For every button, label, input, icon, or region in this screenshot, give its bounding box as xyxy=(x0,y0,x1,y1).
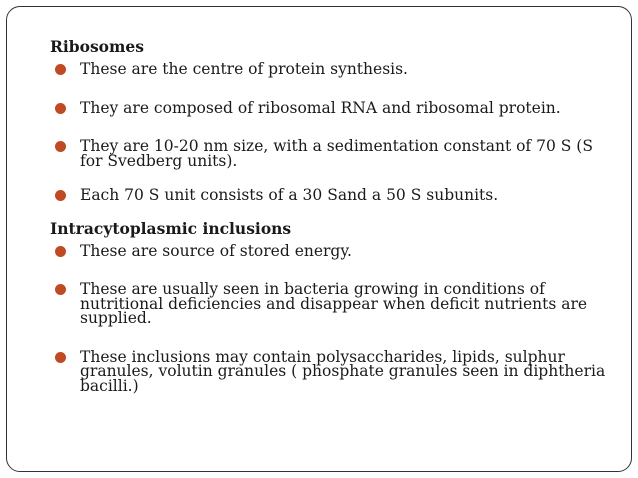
bullet-dot-icon xyxy=(55,103,66,114)
bullet-text: They are composed of ribosomal RNA and ribosomal protein. xyxy=(80,98,561,117)
list-item xyxy=(50,281,610,326)
bullet-dot-icon xyxy=(55,190,66,201)
bullet-dot-icon xyxy=(55,352,66,363)
list-item xyxy=(50,187,610,203)
section-heading-ribosomes: Ribosomes xyxy=(50,37,144,56)
bullet-dot-icon xyxy=(55,246,66,257)
list-item xyxy=(50,100,610,116)
bullet-text: Each 70 S unit consists of a 30 Sand a 50 S subunits. xyxy=(80,186,499,204)
bullet-text: These are source of stored energy. xyxy=(80,241,352,260)
bullet-text: These are the centre of protein synthesis. xyxy=(80,60,408,78)
bullet-text: These are usually seen in bacteria growing in conditions of nutritional deficiencies and disappear when deficit nutrients are supplied. xyxy=(80,280,588,327)
bullet-text: They are 10-20 nm size, with a sedimentation constant of 70 S (S for Svedberg units). xyxy=(80,137,593,170)
bullet-dot-icon xyxy=(55,64,66,75)
inclusions-bullet-list xyxy=(50,243,610,394)
section-heading-inclusions: Intracytoplasmic inclusions xyxy=(50,218,292,238)
bullet-text: These inclusions may contain polysaccharides, lipids, sulphur granules, volutin granules ( phosphate granules seen in diphtheria bacilli.) xyxy=(80,347,606,395)
ribosomes-bullet-list xyxy=(50,61,610,203)
bullet-dot-icon xyxy=(55,284,66,295)
list-item xyxy=(50,61,610,77)
list-item xyxy=(50,138,610,168)
list-item xyxy=(50,349,610,394)
bullet-dot-icon xyxy=(55,141,66,152)
list-item xyxy=(50,243,610,259)
slide-content xyxy=(50,38,610,393)
